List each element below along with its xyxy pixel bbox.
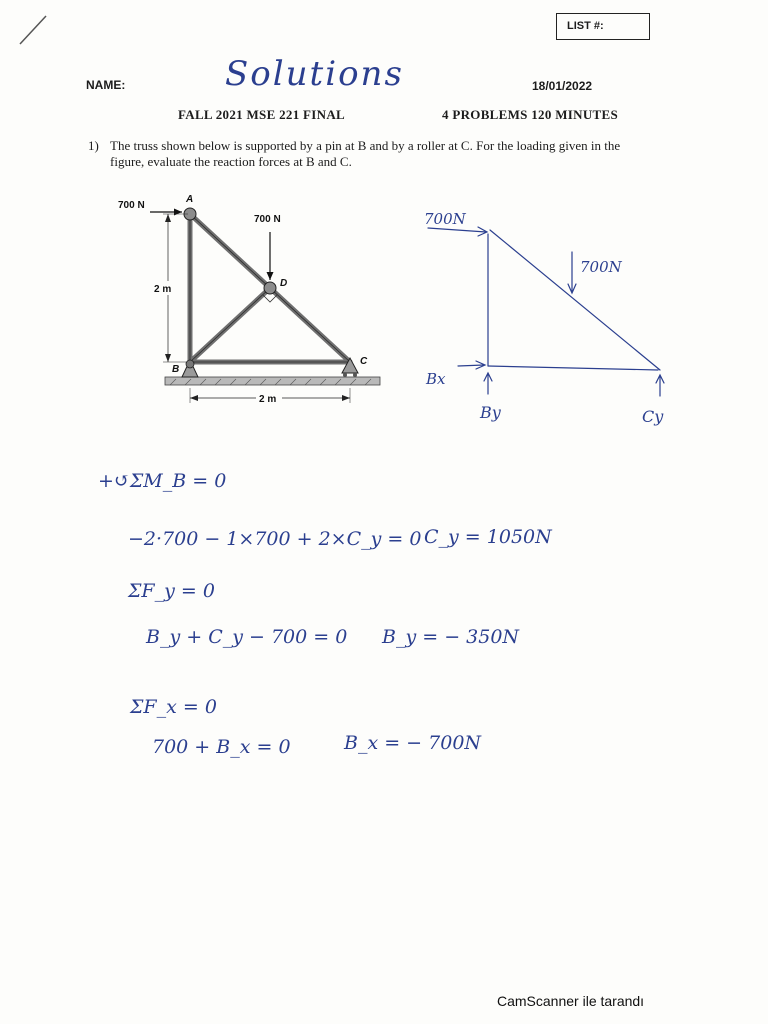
node-label-d: D — [280, 278, 288, 289]
load-arrow-d — [267, 272, 274, 280]
sum-fx-expression: 700 + B_x = 0 — [152, 736, 291, 758]
list-number-label: LIST #: — [567, 20, 604, 32]
name-label: NAME: — [86, 78, 126, 92]
course-title: FALL 2021 MSE 221 FINAL — [178, 107, 346, 122]
fbd-load-label-a: 700N — [424, 210, 466, 228]
fbd-cy-label: Cy — [642, 407, 664, 426]
exam-duration: 4 PROBLEMS 120 MINUTES — [442, 107, 618, 122]
free-body-diagram — [410, 200, 700, 440]
load-arrow-a — [174, 209, 182, 216]
bx-result: B_x = − 700N — [344, 732, 482, 754]
pen-stroke-mark — [14, 10, 54, 50]
sum-fy-expression: B_y + C_y − 700 = 0 — [146, 626, 348, 648]
height-dimension-label: 2 m — [154, 284, 172, 295]
sum-fx-equation: ΣF_x = 0 — [130, 696, 217, 718]
problem-number: 1) — [88, 138, 99, 153]
node-label-a: A — [186, 194, 194, 205]
fbd-bx-label: Bx — [426, 370, 446, 388]
fbd-load-label-d: 700N — [580, 258, 622, 276]
fbd-member-ac — [490, 230, 660, 370]
moment-expression: −2·700 − 1×700 + 2×C_y = 0 — [128, 528, 422, 550]
moment-equation: +↺ΣM_B = 0 — [98, 470, 227, 492]
joint-d — [264, 282, 276, 294]
node-label-c: C — [360, 356, 368, 367]
node-label-b: B — [172, 364, 180, 375]
fbd-member-bc — [488, 366, 658, 370]
cy-result: C_y = 1050N — [424, 526, 552, 548]
span-dimension-label: 2 m — [259, 394, 277, 405]
sum-fy-equation: ΣF_y = 0 — [128, 580, 215, 602]
scanner-watermark: CamScanner ile tarandı — [497, 993, 645, 1009]
load-label-a: 700 N — [118, 200, 145, 211]
right-angle-marker — [263, 295, 277, 302]
fbd-by-label: By — [480, 403, 501, 422]
problem-text: The truss shown below is supported by a pin at B and by a roller at C. For the loading given in the figure, evaluate the reaction forces at B and C. — [110, 138, 621, 169]
name-handwritten: Solutions — [225, 54, 404, 94]
ground-support — [165, 377, 380, 385]
exam-date: 18/01/2022 — [532, 79, 593, 93]
list-number-box — [556, 13, 650, 40]
load-label-d: 700 N — [254, 214, 281, 225]
by-result: B_y = − 350N — [382, 626, 520, 648]
truss-figure — [110, 192, 390, 412]
